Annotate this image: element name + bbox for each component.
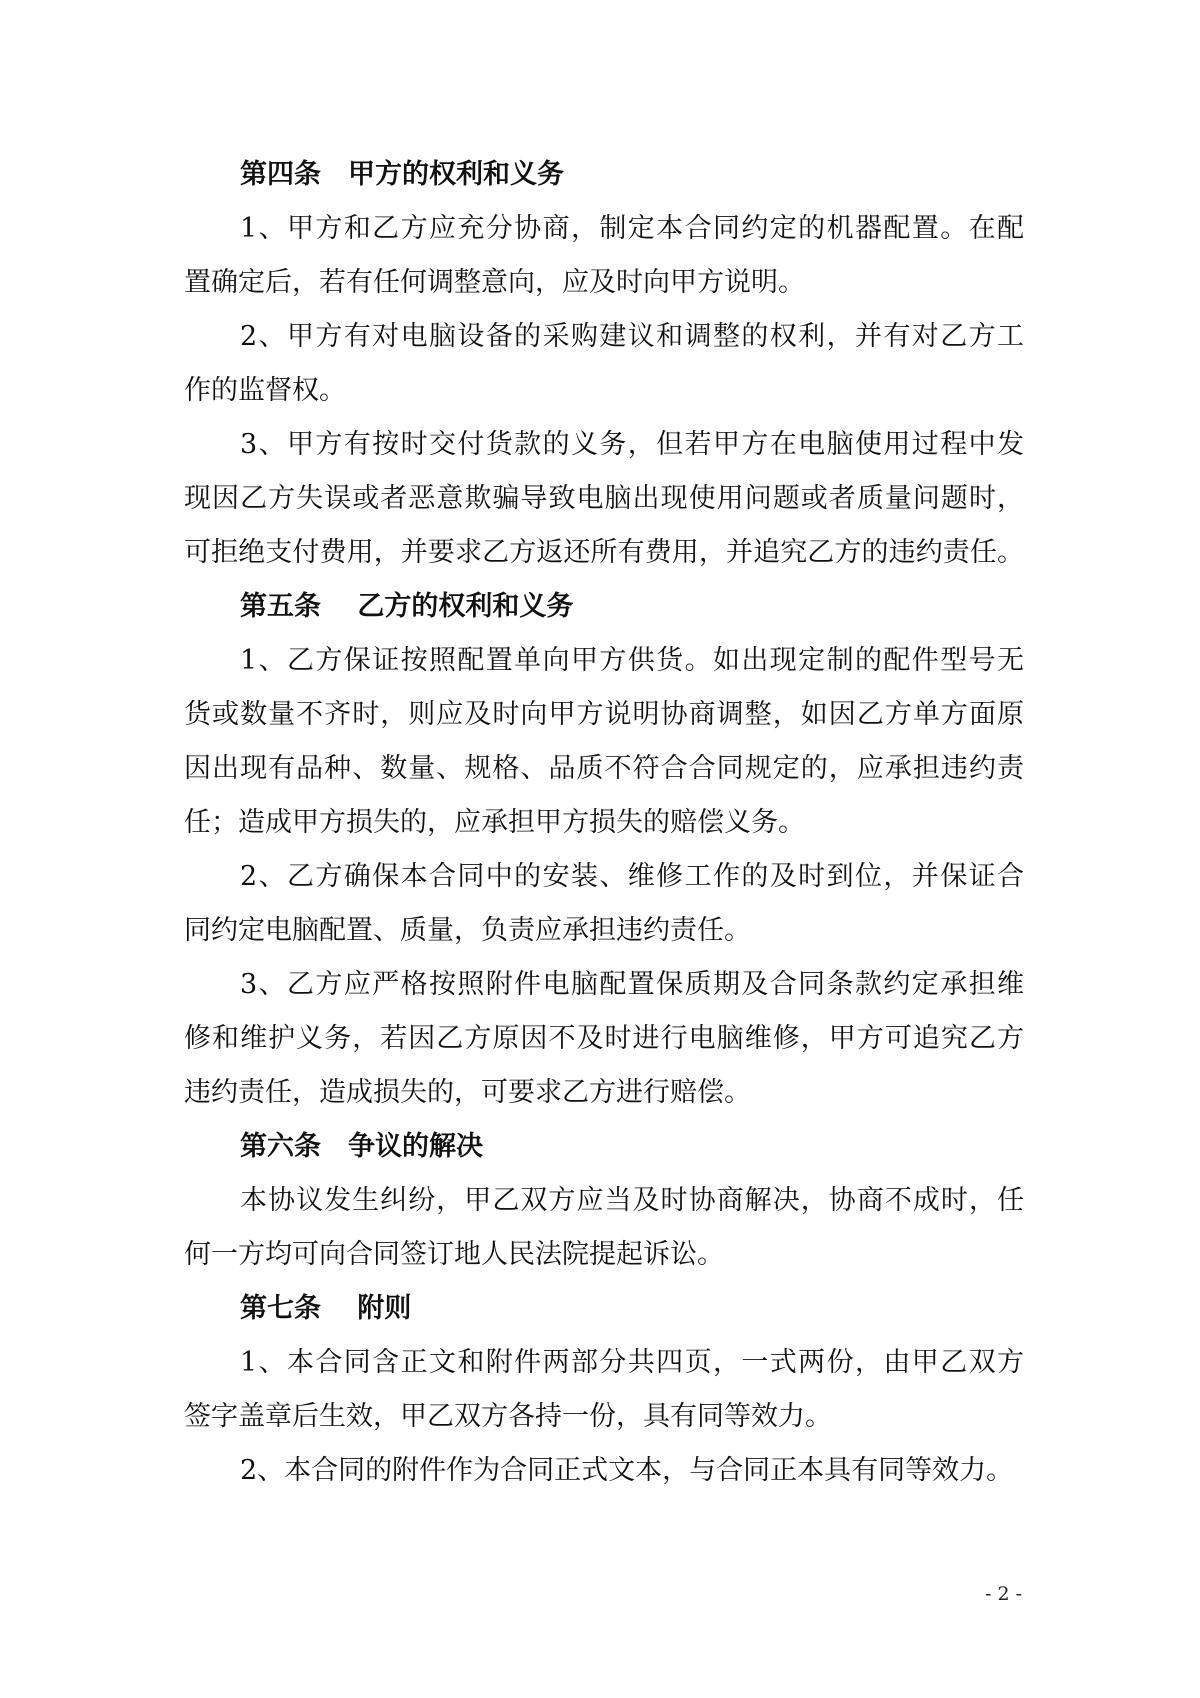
article-7-clause-1-line-2: 签字盖章后生效，甲乙双方各持一份，具有同等效力。 [184, 1401, 832, 1432]
article-6-text-line-1: 本协议发生纠纷，甲乙双方应当及时协商解决，协商不成时，任 [240, 1185, 1024, 1216]
article-4-clause-1-line-1: 1、甲方和乙方应充分协商，制定本合同约定的机器配置。在配 [240, 213, 1024, 244]
article-4-clause-2-line-2: 作的监督权。 [184, 375, 346, 406]
article-5-clause-1-line-2: 货或数量不齐时，则应及时向甲方说明协商调整，如因乙方单方面原 [184, 699, 1024, 730]
article-7-heading: 第七条 附则 [240, 1293, 412, 1324]
article-6-text-line-2: 何一方均可向合同签订地人民法院提起诉讼。 [184, 1239, 724, 1270]
article-4-clause-3-line-3: 可拒绝支付费用，并要求乙方返还所有费用，并追究乙方的违约责任。 [184, 537, 1024, 568]
article-5-clause-3-line-2: 修和维护义务，若因乙方原因不及时进行电脑维修，甲方可追究乙方 [184, 1023, 1024, 1054]
page-number: - 2 - [984, 1583, 1022, 1605]
article-4-clause-2-line-1: 2、甲方有对电脑设备的采购建议和调整的权利，并有对乙方工 [240, 321, 1024, 352]
article-5-clause-2-line-2: 同约定电脑配置、质量，负责应承担违约责任。 [184, 915, 751, 946]
article-5-clause-3-line-3: 违约责任，造成损失的，可要求乙方进行赔偿。 [184, 1077, 751, 1108]
article-5-heading: 第五条 乙方的权利和义务 [240, 591, 574, 622]
document-body [184, 155, 1024, 1505]
article-5-clause-1-line-1: 1、乙方保证按照配置单向甲方供货。如出现定制的配件型号无 [240, 645, 1024, 676]
article-5-clause-1-line-4: 任；造成甲方损失的，应承担甲方损失的赔偿义务。 [184, 807, 805, 838]
article-5-clause-1-line-3: 因出现有品种、数量、规格、品质不符合合同规定的，应承担违约责 [184, 753, 1024, 784]
article-4-clause-3-line-1: 3、甲方有按时交付货款的义务，但若甲方在电脑使用过程中发 [240, 429, 1024, 460]
article-5-clause-2-line-1: 2、乙方确保本合同中的安装、维修工作的及时到位，并保证合 [240, 861, 1024, 892]
article-4-clause-3-line-2: 现因乙方失误或者恶意欺骗导致电脑出现使用问题或者质量问题时， [184, 483, 1024, 514]
article-7-clause-2-line-1: 2、本合同的附件作为合同正式文本，与合同正本具有同等效力。 [240, 1455, 1014, 1486]
article-4-heading: 第四条 甲方的权利和义务 [240, 159, 564, 190]
article-4-clause-1-line-2: 置确定后，若有任何调整意向，应及时向甲方说明。 [184, 267, 805, 298]
article-7-clause-1-line-1: 1、本合同含正文和附件两部分共四页，一式两份，由甲乙双方 [240, 1347, 1024, 1378]
article-5-clause-3-line-1: 3、乙方应严格按照附件电脑配置保质期及合同条款约定承担维 [240, 969, 1024, 1000]
article-6-heading: 第六条 争议的解决 [240, 1131, 483, 1162]
